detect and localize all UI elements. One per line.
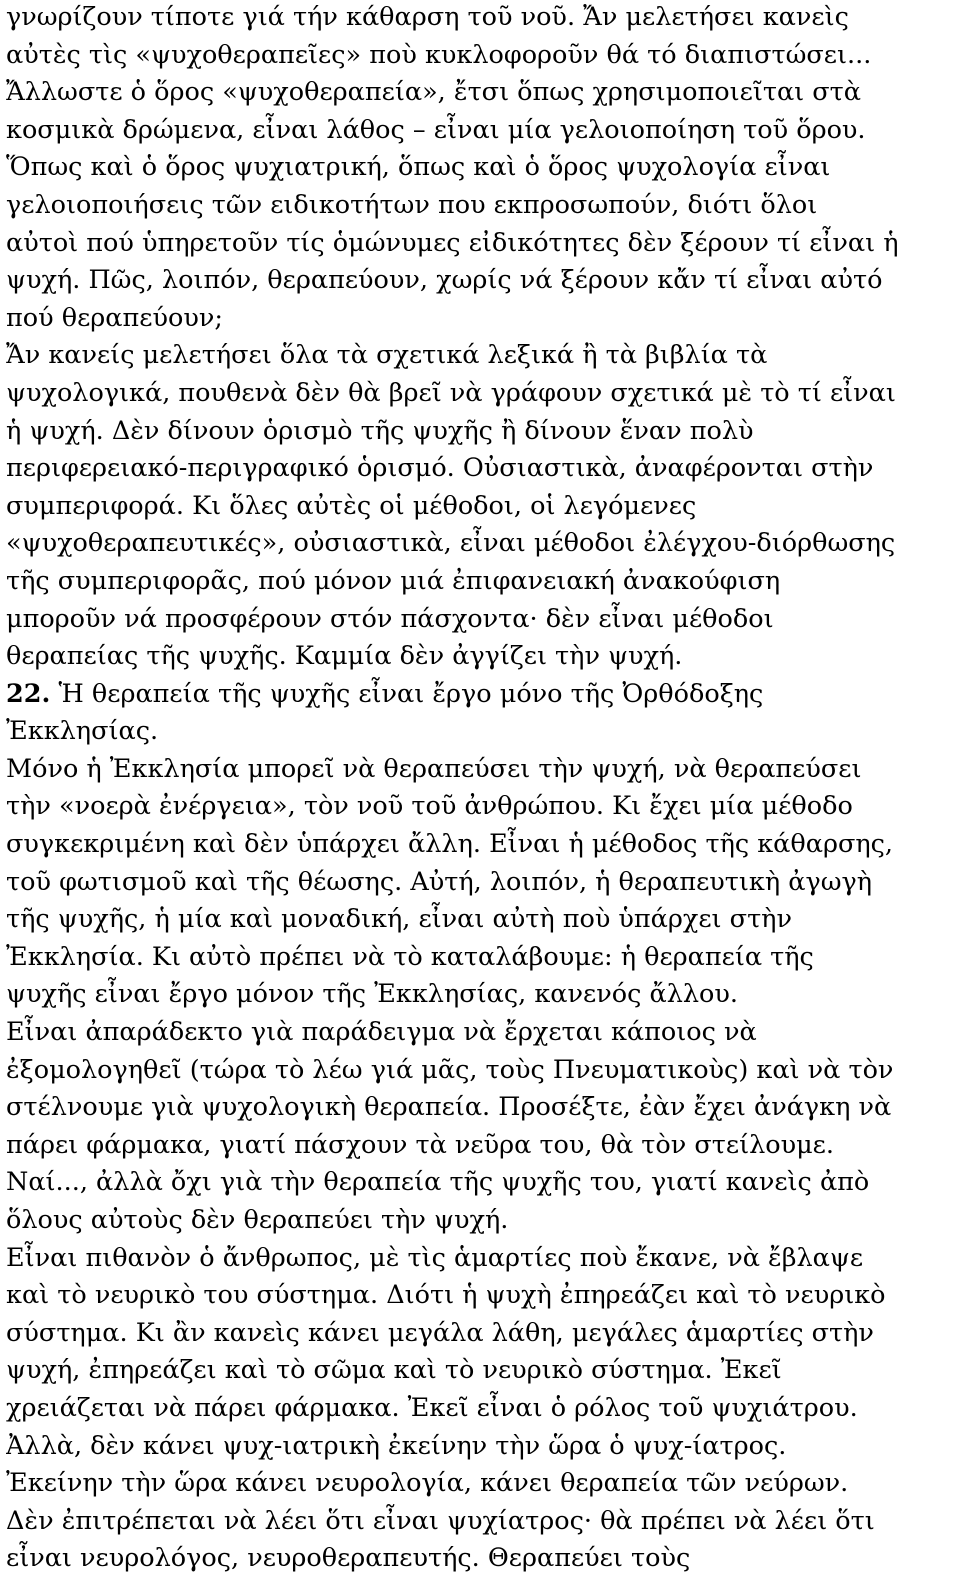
text-line: Ἐκκλησία. Κι αὐτὸ πρέπει νὰ τὸ καταλάβουμε: ἡ θεραπεία τῆς bbox=[6, 941, 814, 972]
text-line: ψυχή, ἐπηρεάζει καὶ τὸ σῶμα καὶ τὸ νευρικὸ σύστημα. Ἐκεῖ bbox=[6, 1355, 782, 1386]
text-line: σύστημα. Κι ἂν κανεὶς κάνει μεγάλα λάθη, μεγάλες ἁμαρτίες στὴν bbox=[6, 1317, 874, 1348]
text-line: πάρει φάρμακα, γιατί πάσχουν τὰ νεῦρα του, θὰ τὸν στείλουμε. bbox=[6, 1129, 834, 1160]
text-line: συμπεριφορά. Κι ὅλες αὐτὲς οἱ μέθοδοι, οἱ λεγόμενες bbox=[6, 490, 697, 521]
text-line: Εἶναι πιθανὸν ὁ ἄνθρωπος, μὲ τὶς ἁμαρτίες ποὺ ἔκανε, νὰ ἔβλαψε bbox=[6, 1242, 864, 1273]
text-line: Ναί..., ἀλλὰ ὄχι γιὰ τὴν θεραπεία τῆς ψυχῆς του, γιατί κανεὶς ἀπὸ bbox=[6, 1167, 870, 1198]
text-line: ὅλους αὐτοὺς δὲν θεραπεύει τὴν ψυχή. bbox=[6, 1205, 509, 1235]
text-line: Ὅπως καὶ ὁ ὅρος ψυχιατρική, ὅπως καὶ ὁ ὅρος ψυχολογία εἶναι bbox=[6, 152, 831, 183]
text-line: ψυχολογικά, πουθενὰ δὲν θὰ βρεῖ νὰ γράφουν σχετικά μὲ τὸ τί εἶναι bbox=[6, 377, 896, 408]
section-heading-text: Ἡ θεραπεία τῆς ψυχῆς εἶναι ἔργο μόνο τῆς Ὀρθόδοξης bbox=[50, 678, 764, 709]
text-line: στέλνουμε γιὰ ψυχολογικὴ θεραπεία. Προσέξτε, ἐὰν ἔχει ἀνάγκη νὰ bbox=[6, 1092, 892, 1123]
text-line: καὶ τὸ νευρικὸ του σύστημα. Διότι ἡ ψυχὴ ἐπηρεάζει καὶ τὸ νευρικὸ bbox=[6, 1280, 886, 1311]
text-line: χρειάζεται νὰ πάρει φάρμακα. Ἐκεῖ εἶναι ὁ ρόλος τοῦ ψυχιάτρου. bbox=[6, 1392, 858, 1423]
text-line: τῆς ψυχῆς, ἡ μία καὶ μοναδική, εἶναι αὐτὴ ποὺ ὑπάρχει στὴν bbox=[6, 904, 792, 935]
text-line: τὴν «νοερὰ ἐνέργεια», τὸν νοῦ τοῦ ἀνθρώπου. Κι ἔχει μία μέθοδο bbox=[6, 791, 853, 822]
text-line: αὐτοὶ πού ὑπηρετοῦν τίς ὁμώνυμες εἰδικότητες δὲν ξέρουν τί εἶναι ἡ bbox=[6, 227, 899, 258]
text-line: Ἀλλὰ, δὲν κάνει ψυχ-ιατρικὴ ἐκείνην τὴν ὥρα ὁ ψυχ-ίατρος. bbox=[6, 1430, 787, 1461]
text-line: ἐξομολογηθεῖ (τώρα τὸ λέω γιά μᾶς, τοὺς Πνευματικοὺς) καὶ νὰ τὸν bbox=[6, 1054, 894, 1085]
text-line: «ψυχοθεραπευτικές», οὐσιαστικὰ, εἶναι μέθοδοι ἐλέγχου-διόρθωσης bbox=[6, 528, 896, 559]
text-line: μποροῦν νά προσφέρουν στόν πάσχοντα· δὲν εἶναι μέθοδοι bbox=[6, 603, 774, 634]
text-line: Ἄλλωστε ὁ ὅρος «ψυχοθεραπεία», ἔτσι ὅπως χρησιμοποιεῖται στὰ bbox=[6, 77, 862, 108]
text-line: αὐτὲς τὶς «ψυχοθεραπεῖες» ποὺ κυκλοφοροῦν θά τό διαπιστώσει... bbox=[6, 39, 872, 70]
text-line: ψυχή. Πῶς, λοιπόν, θεραπεύουν, χωρίς νά ξέρουν κἄν τί εἶναι αὐτό bbox=[6, 265, 883, 296]
text-line: κοσμικὰ δρώμενα, εἶναι λάθος – εἶναι μία γελοιοποίηση τοῦ ὅρου. bbox=[6, 114, 866, 145]
text-line: Εἶναι ἀπαράδεκτο γιὰ παράδειγμα νὰ ἔρχεται κάποιος νὰ bbox=[6, 1017, 757, 1048]
section-heading bbox=[6, 676, 952, 714]
text-line: θεραπείας τῆς ψυχῆς. Καμμία δὲν ἀγγίζει τὴν ψυχή. bbox=[6, 641, 683, 672]
text-line: Ἐκείνην τὴν ὥρα κάνει νευρολογία, κάνει θεραπεία τῶν νεύρων. bbox=[6, 1468, 849, 1499]
text-line: πού θεραπεύουν; bbox=[6, 302, 223, 333]
text-line: Ἐκκλησίας. bbox=[6, 716, 159, 747]
text-line: Μόνο ἡ Ἐκκλησία μπορεῖ νὰ θεραπεύσει τὴν ψυχή, νὰ θεραπεύσει bbox=[6, 753, 862, 784]
text-line: τοῦ φωτισμοῦ καὶ τῆς θέωσης. Αὐτή, λοιπόν, ἡ θεραπευτικὴ ἀγωγὴ bbox=[6, 866, 873, 897]
text-line: γνωρίζουν τίποτε γιά τήν κάθαρση τοῦ νοῦ. Ἄν μελετήσει κανεὶς bbox=[6, 2, 849, 32]
text-line: γελοιοποιήσεις τῶν ειδικοτήτων που εκπροσωπούν, διότι ὅλοι bbox=[6, 189, 818, 220]
text-line: τῆς συμπεριφορᾶς, πού μόνον μιά ἐπιφανειακή ἀνακούφιση bbox=[6, 565, 781, 596]
text-line: ἡ ψυχή. Δὲν δίνουν ὁρισμὸ τῆς ψυχῆς ἢ δίνουν ἕναν πολὺ bbox=[6, 415, 754, 446]
text-line: εἶναι νευρολόγος, νευροθεραπευτής. Θεραπεύει τοὺς bbox=[6, 1543, 691, 1574]
text-line: Ἄν κανείς μελετήσει ὅλα τὰ σχετικά λεξικά ἢ τὰ βιβλία τὰ bbox=[6, 340, 768, 371]
text-line: περιφερειακό-περιγραφικό ὁρισμό. Οὐσιαστικὰ, ἀναφέρονται στὴν bbox=[6, 453, 874, 484]
text-line: Δὲν ἐπιτρέπεται νὰ λέει ὅτι εἶναι ψυχίατρος· θὰ πρέπει νὰ λέει ὅτι bbox=[6, 1505, 875, 1536]
text-line: συγκεκριμένη καὶ δὲν ὑπάρχει ἄλλη. Εἶναι ἡ μέθοδος τῆς κάθαρσης, bbox=[6, 829, 894, 860]
text-line: ψυχῆς εἶναι ἔργο μόνον τῆς Ἐκκλησίας, κανενός ἄλλου. bbox=[6, 979, 738, 1010]
section-number: 22. bbox=[6, 678, 51, 709]
